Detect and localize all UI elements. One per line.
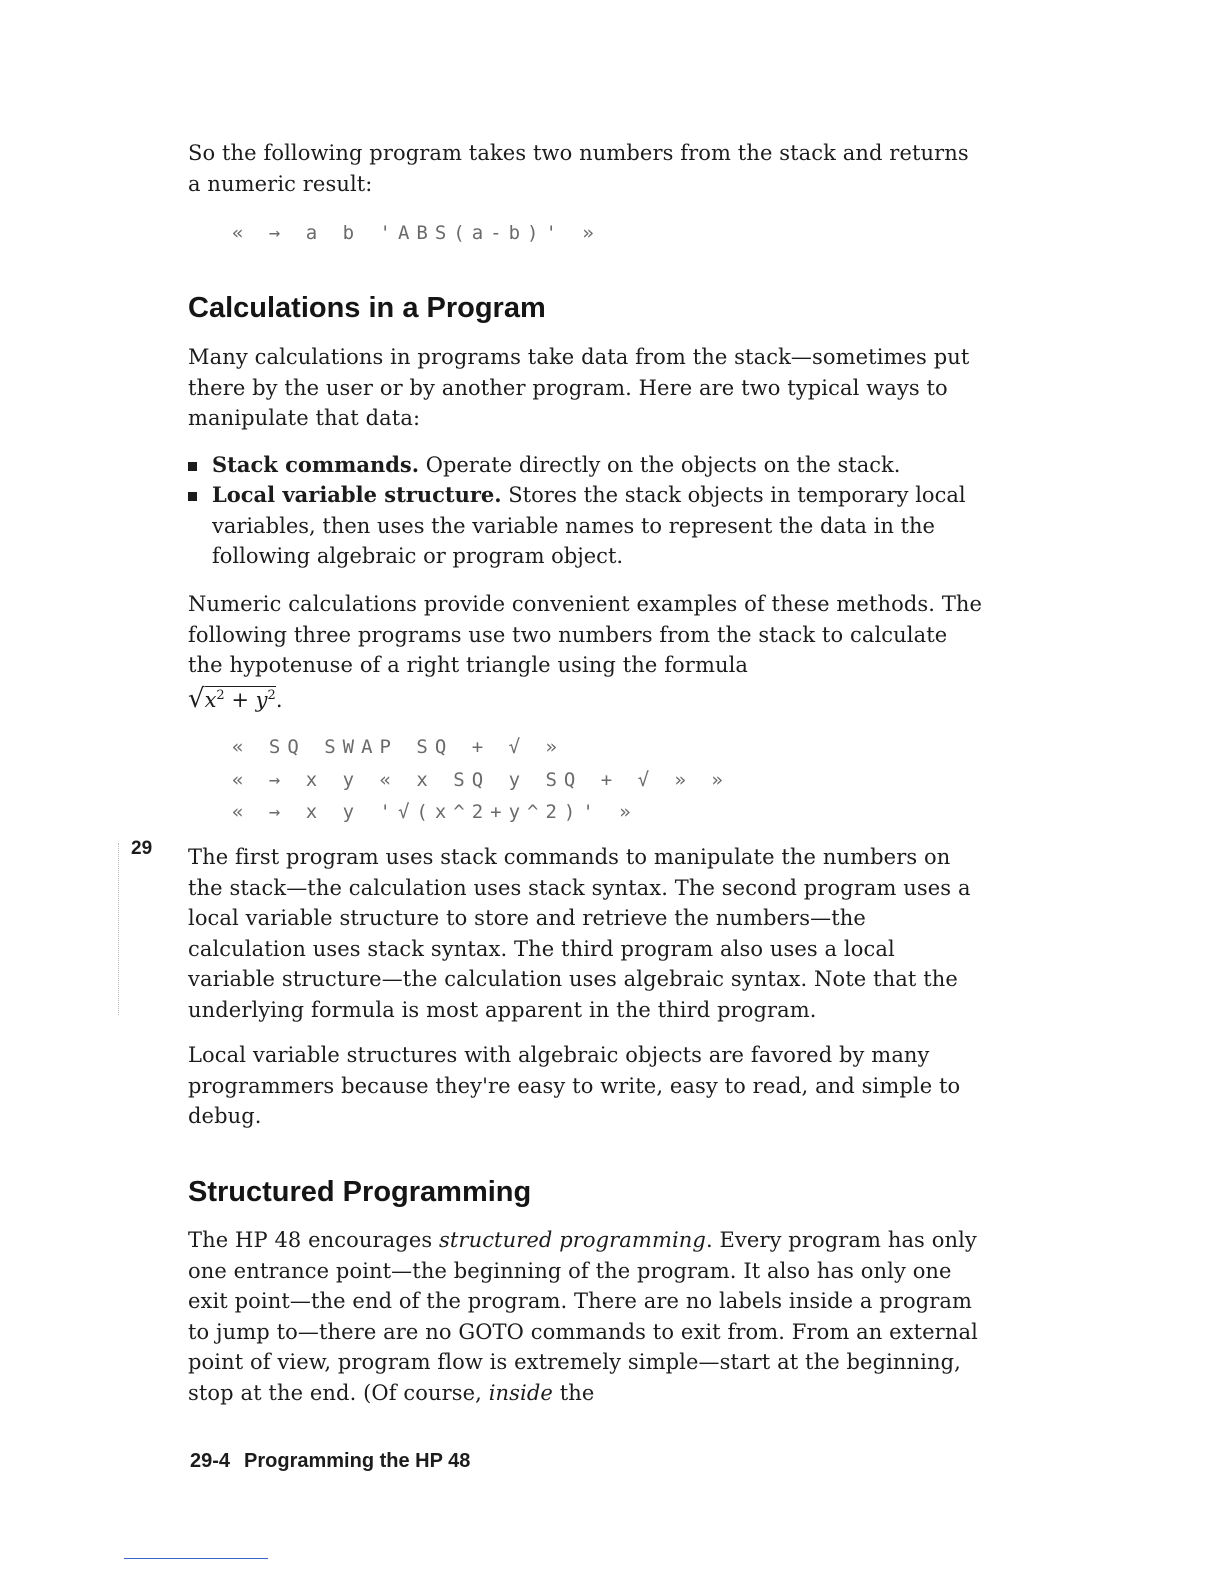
numeric-paragraph: Numeric calculations provide convenient examples of these methods. The following three programs use two numbers from the stack to calculate the hypotenuse of a right triangle using the formula xyxy=(188,592,983,677)
intro-paragraph: So the following program takes two numbers from the stack and returns a numeric result: xyxy=(188,141,969,196)
page-number: 29-4 xyxy=(190,1450,231,1472)
code-line: « SQ SWAP SQ + √ » xyxy=(232,736,564,758)
local-variable-paragraph: Local variable structures with algebraic objects are favored by many programmers because they're easy to write, easy to read, and simple to debug. xyxy=(188,1043,961,1128)
code-line: « → x y « x SQ y SQ + √ » » xyxy=(232,769,730,791)
bullet-term: Local variable structure. xyxy=(212,482,502,507)
radical-sign: √ xyxy=(188,684,205,714)
footer-title: Programming the HP 48 xyxy=(244,1450,471,1472)
bullet-square-icon xyxy=(188,492,197,501)
bullet-text: Operate directly on the objects on the stack. xyxy=(419,453,901,477)
hypotenuse-formula: $√x^2 + y^2$. xyxy=(188,684,283,714)
chapter-tab-number: 29 xyxy=(131,838,153,859)
bottom-rule xyxy=(124,1558,268,1559)
programs-explanation-paragraph: The first program uses stack commands to manipulate the numbers on the stack—the calculation uses stack syntax. The second program uses a local variable structure to store and retrieve the numbers—the calculation uses stack syntax. The third program also uses a local variable structure—the calculation uses algebraic syntax. Note that the underlying formula is most apparent in the third program. xyxy=(188,845,971,1022)
code-line: « → x y '√(x^2+y^2)' » xyxy=(232,801,638,823)
bullet-term: Stack commands. xyxy=(212,452,420,477)
bullet-square-icon xyxy=(188,462,197,471)
calculations-intro-paragraph: Many calculations in programs take data from the stack—sometimes put there by the user or by another program. Here are two typical ways to manipulate that data: xyxy=(188,345,970,430)
bullet-text: Stores the stack objects in temporary local variables, then uses the variable names to represent the data in the following algebraic or program object. xyxy=(212,483,966,568)
radicand: $x^2 + y^2$ xyxy=(204,688,276,712)
margin-rule xyxy=(118,843,119,1015)
intro-code: « → a b 'ABS(a-b)' » xyxy=(232,222,601,244)
section-heading-structured: Structured Programming xyxy=(188,1176,532,1208)
page-footer xyxy=(190,1450,470,1473)
section-heading-calculations: Calculations in a Program xyxy=(188,292,546,324)
structured-paragraph: The HP 48 encourages structured programming. Every program has only one entrance point—the beginning of the program. It also has only one exit point—the end of the program. There are no labels inside a program to jump to—there are no GOTO commands to exit from. From an external point of view, program flow is extremely simple—start at the beginning, stop at the end. (Of course, inside the xyxy=(188,1228,978,1405)
